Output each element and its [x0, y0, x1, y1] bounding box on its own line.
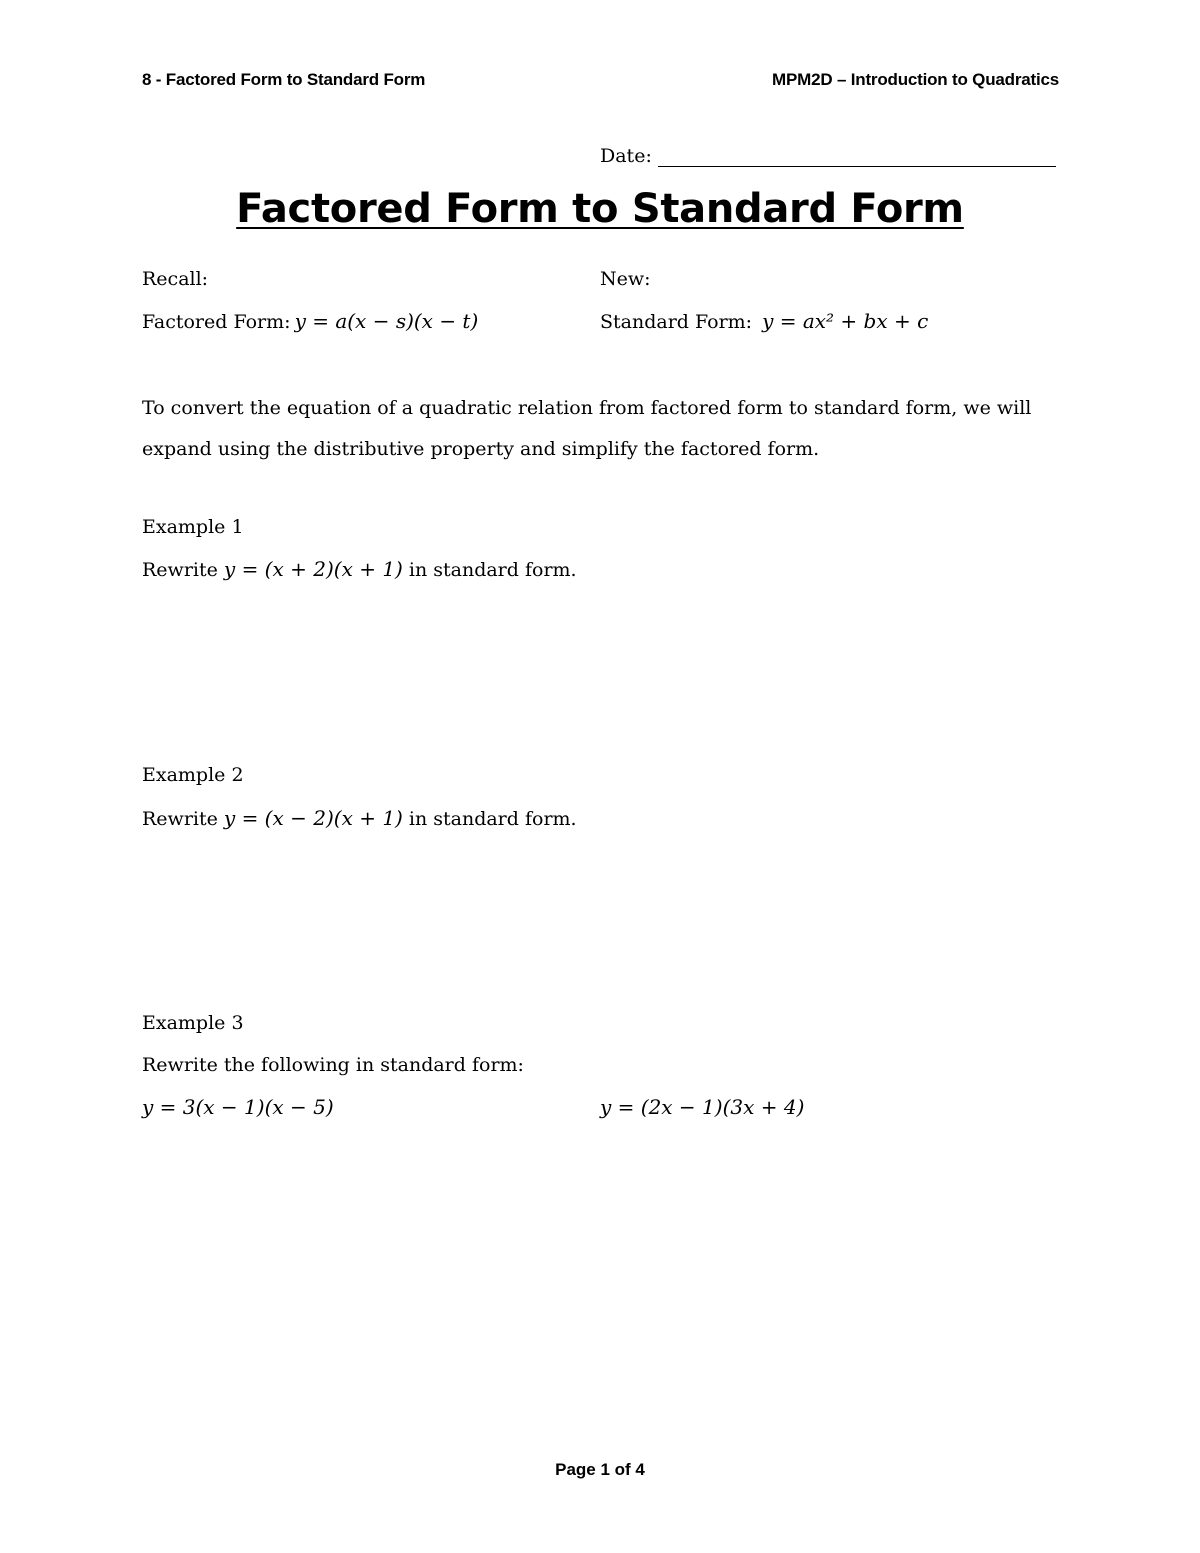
- example-3-equation-a: y = 3(x − 1)(x − 5): [142, 1095, 334, 1119]
- example-1-equation: y = (x + 2)(x + 1): [223, 557, 403, 581]
- factored-form-label: Factored Form:: [142, 311, 291, 333]
- running-header-right: MPM2D – Introduction to Quadratics: [772, 70, 1059, 89]
- example-3-instruction: Rewrite the following in standard form:: [142, 1054, 524, 1076]
- example-1-heading: Example 1: [142, 516, 244, 538]
- date-field: [600, 145, 1056, 167]
- page-title: Factored Form to Standard Form: [236, 186, 964, 232]
- running-header-left: 8 - Factored Form to Standard Form: [142, 70, 426, 89]
- standard-form-line: [600, 309, 928, 333]
- factored-form-equation: y = a(x − s)(x − t): [294, 309, 479, 333]
- example-2-prefix: Rewrite: [142, 808, 218, 830]
- standard-form-equation: y = ax² + bx + c: [762, 309, 929, 333]
- new-label: New:: [600, 268, 651, 290]
- example-2-heading: Example 2: [142, 764, 244, 786]
- example-3-equation-b: y = (2x − 1)(3x + 4): [600, 1095, 805, 1119]
- example-1-prefix: Rewrite: [142, 559, 218, 581]
- page-number: Page 1 of 4: [555, 1460, 645, 1479]
- example-3-heading: Example 3: [142, 1012, 244, 1034]
- example-2-prompt: [142, 806, 577, 830]
- date-blank-line: [658, 146, 1056, 167]
- date-label: Date:: [600, 145, 652, 167]
- factored-form-line: [142, 309, 478, 333]
- example-1-suffix: in standard form.: [408, 559, 577, 581]
- standard-form-label: Standard Form:: [600, 311, 753, 333]
- example-2-suffix: in standard form.: [408, 808, 577, 830]
- intro-paragraph: To convert the equation of a quadratic relation from factored form to standard form, we will expand using the distributive property and simplify the factored form.: [142, 397, 1032, 460]
- example-1-prompt: [142, 557, 577, 581]
- recall-label: Recall:: [142, 268, 209, 290]
- example-2-equation: y = (x − 2)(x + 1): [223, 806, 403, 830]
